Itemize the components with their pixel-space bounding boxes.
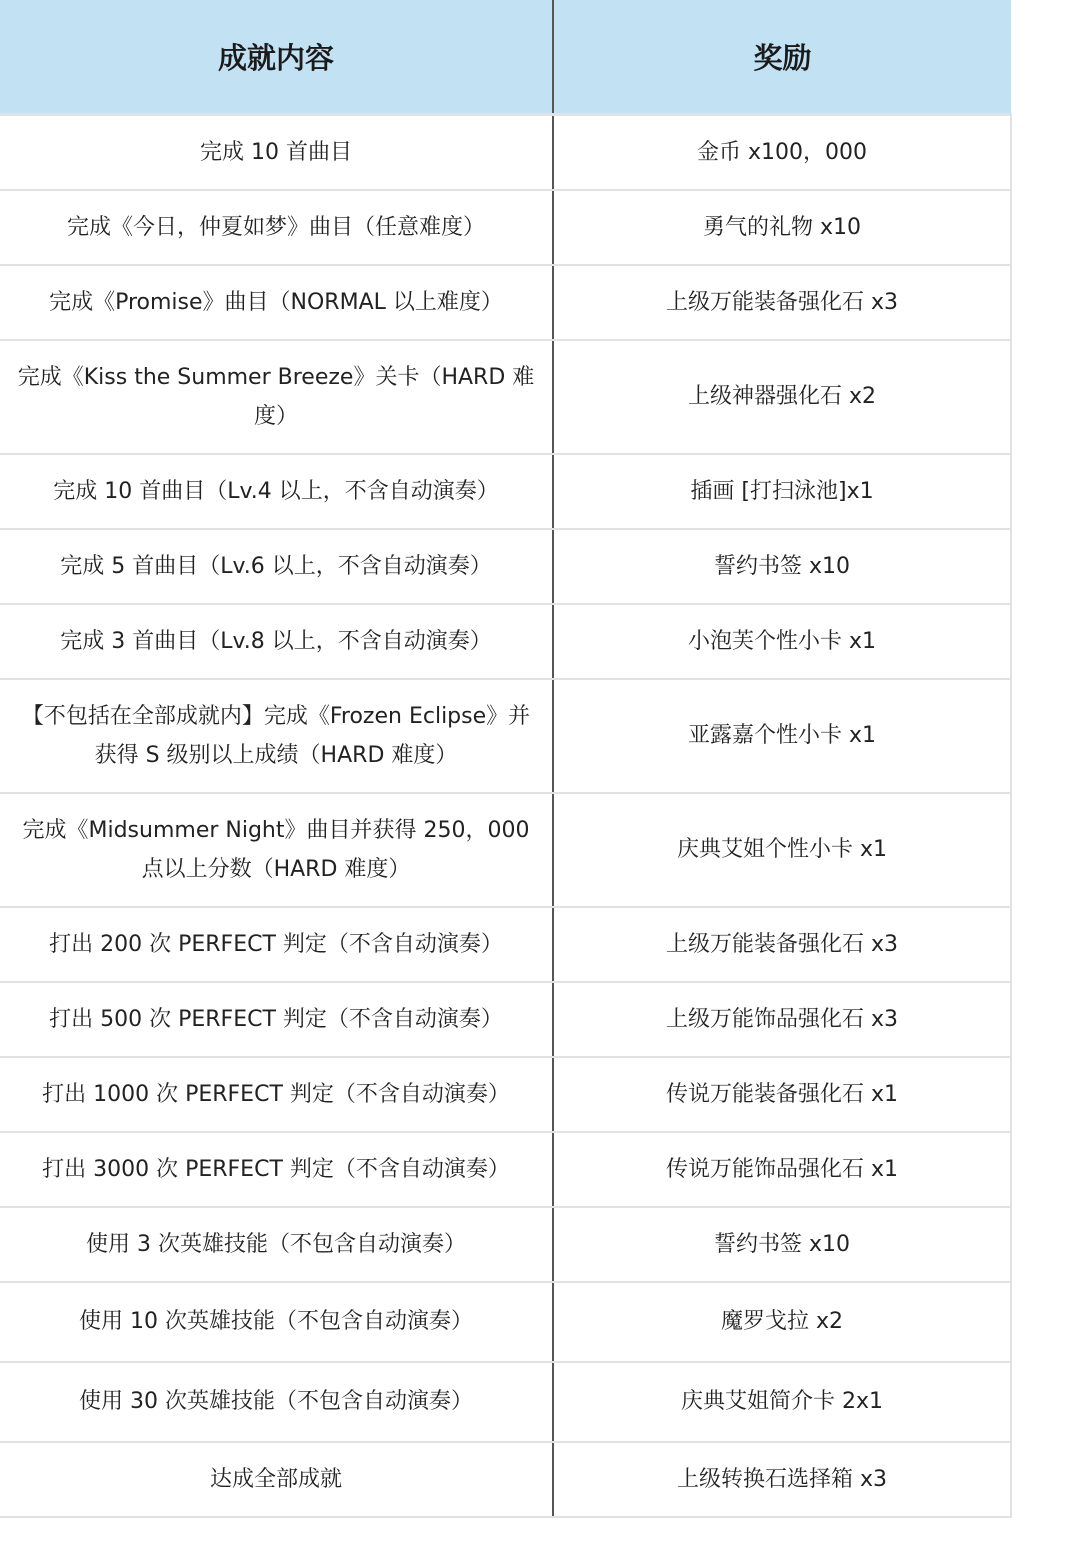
header-reward: 奖励 (553, 0, 1011, 115)
achievement-cell: 完成 10 首曲目（Lv.4 以上，不含自动演奏） (0, 454, 553, 529)
table-row (0, 190, 1011, 265)
reward-cell: 上级万能饰品强化石 x3 (553, 982, 1011, 1057)
reward-cell: 庆典艾姐简介卡 2x1 (553, 1362, 1011, 1442)
header-achievement: 成就内容 (0, 0, 553, 115)
achievement-cell: 打出 3000 次 PERFECT 判定（不含自动演奏） (0, 1132, 553, 1207)
table-row (0, 679, 1011, 793)
achievement-cell: 完成《Promise》曲目（NORMAL 以上难度） (0, 265, 553, 340)
achievement-cell: 完成《今日，仲夏如梦》曲目（任意难度） (0, 190, 553, 265)
reward-cell: 勇气的礼物 x10 (553, 190, 1011, 265)
reward-cell: 上级万能装备强化石 x3 (553, 265, 1011, 340)
table-row (0, 1282, 1011, 1362)
table-row (0, 1442, 1011, 1517)
table-row (0, 1132, 1011, 1207)
table-row (0, 907, 1011, 982)
reward-cell: 庆典艾姐个性小卡 x1 (553, 793, 1011, 907)
reward-cell: 传说万能装备强化石 x1 (553, 1057, 1011, 1132)
achievement-cell: 使用 3 次英雄技能（不包含自动演奏） (0, 1207, 553, 1282)
achievement-cell: 完成 10 首曲目 (0, 115, 553, 190)
reward-cell: 上级万能装备强化石 x3 (553, 907, 1011, 982)
reward-cell: 誓约书签 x10 (553, 529, 1011, 604)
reward-cell: 上级转换石选择箱 x3 (553, 1442, 1011, 1517)
achievement-cell: 打出 500 次 PERFECT 判定（不含自动演奏） (0, 982, 553, 1057)
table-row (0, 1207, 1011, 1282)
achievement-cell: 完成《Midsummer Night》曲目并获得 250，000 点以上分数（HARD 难度） (0, 793, 553, 907)
table-row (0, 793, 1011, 907)
table-row (0, 1057, 1011, 1132)
table-row (0, 1362, 1011, 1442)
table-row (0, 604, 1011, 679)
achievement-cell: 完成 5 首曲目（Lv.6 以上，不含自动演奏） (0, 529, 553, 604)
table-row (0, 529, 1011, 604)
table-row (0, 340, 1011, 454)
table-row (0, 115, 1011, 190)
reward-cell: 插画 [打扫泳池]x1 (553, 454, 1011, 529)
achievement-cell: 使用 10 次英雄技能（不包含自动演奏） (0, 1282, 553, 1362)
achievement-cell: 达成全部成就 (0, 1442, 553, 1517)
achievement-cell: 完成《Kiss the Summer Breeze》关卡（HARD 难度） (0, 340, 553, 454)
reward-cell: 小泡芙个性小卡 x1 (553, 604, 1011, 679)
achievement-cell: 打出 1000 次 PERFECT 判定（不含自动演奏） (0, 1057, 553, 1132)
table-row (0, 454, 1011, 529)
achievement-cell: 完成 3 首曲目（Lv.8 以上，不含自动演奏） (0, 604, 553, 679)
table-row (0, 982, 1011, 1057)
table-header-row (0, 0, 1011, 115)
reward-cell: 金币 x100，000 (553, 115, 1011, 190)
achievement-cell: 使用 30 次英雄技能（不包含自动演奏） (0, 1362, 553, 1442)
achievement-cell: 【不包括在全部成就内】完成《Frozen Eclipse》并获得 S 级别以上成绩（HARD 难度） (0, 679, 553, 793)
achievement-cell: 打出 200 次 PERFECT 判定（不含自动演奏） (0, 907, 553, 982)
table-row (0, 265, 1011, 340)
reward-cell: 传说万能饰品强化石 x1 (553, 1132, 1011, 1207)
reward-cell: 誓约书签 x10 (553, 1207, 1011, 1282)
reward-cell: 上级神器强化石 x2 (553, 340, 1011, 454)
reward-cell: 亚露嘉个性小卡 x1 (553, 679, 1011, 793)
reward-cell: 魔罗戈拉 x2 (553, 1282, 1011, 1362)
